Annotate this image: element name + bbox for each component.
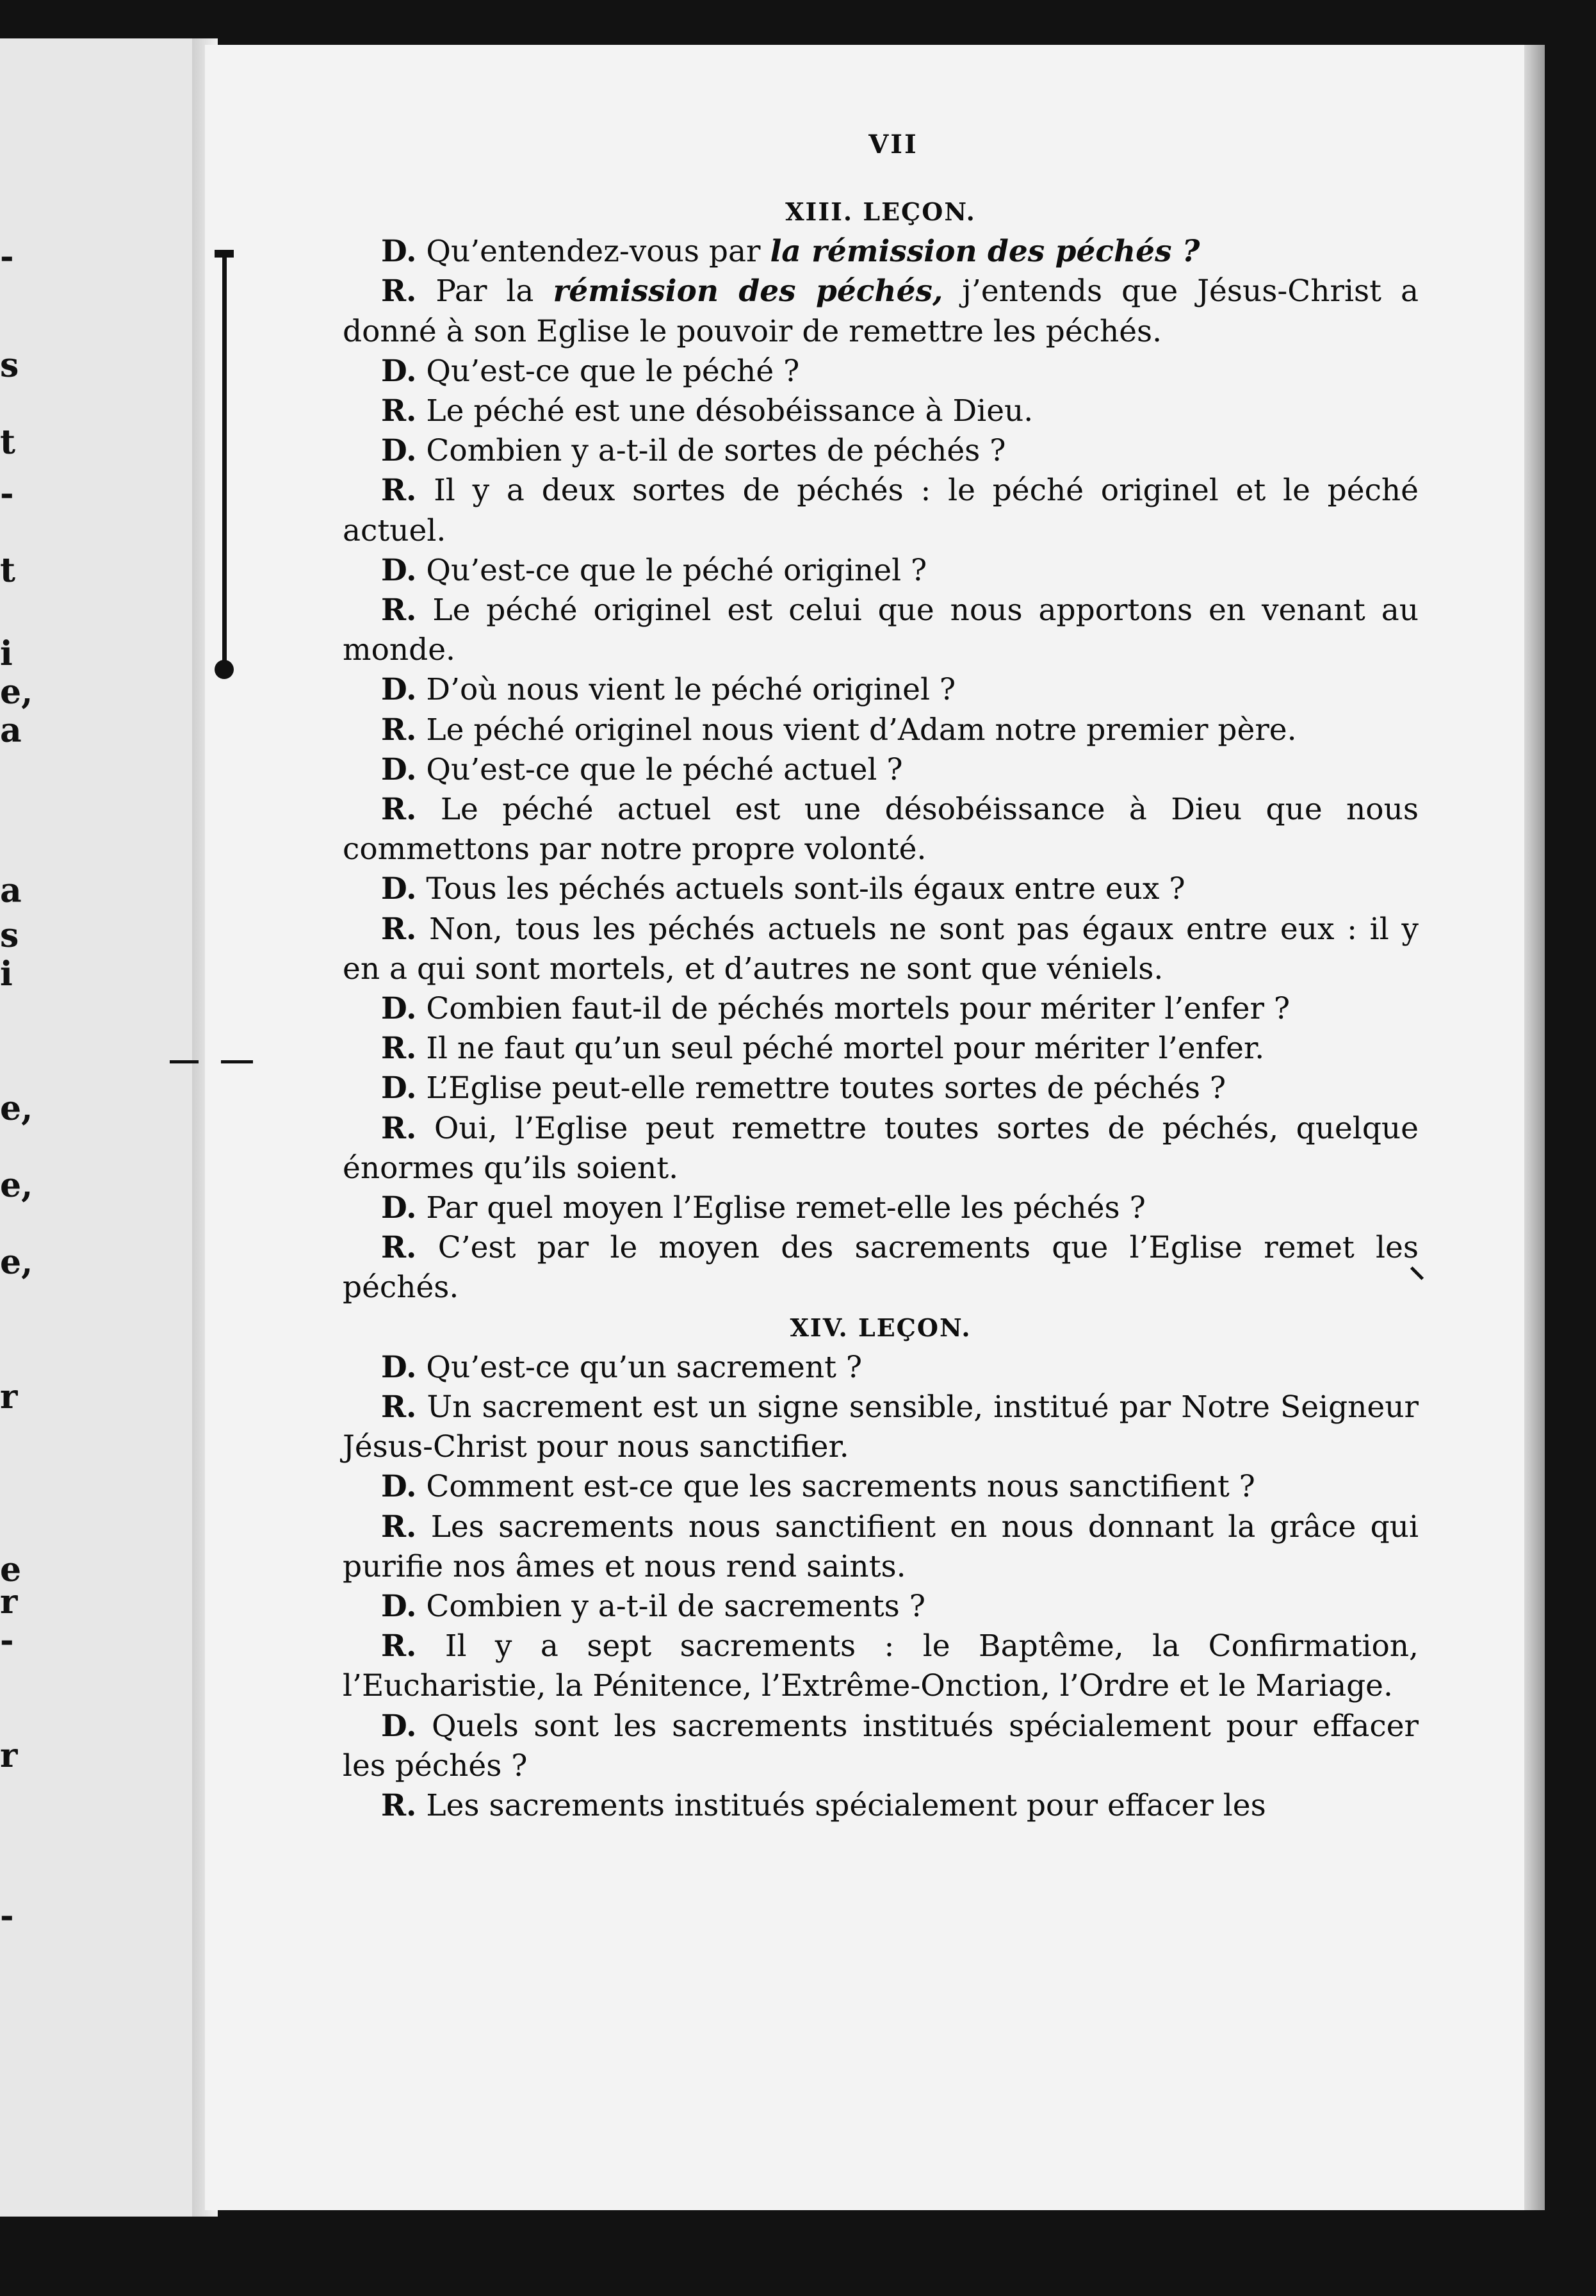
dialogue-label: R. — [381, 1230, 417, 1266]
paragraph-text: Qu’est-ce que le péché ? — [426, 353, 800, 389]
question-paragraph — [343, 551, 1419, 591]
left-page-fragment: a — [0, 871, 22, 910]
answer-paragraph — [343, 1786, 1419, 1826]
paragraph-text: Les sacrements nous sanctifient en nous donnant la grâce qui purifie nos âmes et nous rend saints. — [343, 1509, 1419, 1584]
answer-paragraph — [343, 272, 1419, 351]
paragraph-text: Il ne faut qu’un seul péché mortel pour mériter l’enfer. — [426, 1031, 1265, 1067]
paragraph-text: Le péché originel est celui que nous apportons en venant au monde. — [343, 593, 1419, 668]
lesson-14-body — [343, 1348, 1419, 1826]
answer-paragraph — [343, 1228, 1419, 1308]
lesson-13-title: XIII. LEÇON. — [785, 197, 976, 227]
question-paragraph — [343, 1707, 1419, 1786]
left-page-fragment: - — [0, 1896, 14, 1935]
margin-tick-mark — [221, 1060, 253, 1063]
answer-paragraph — [343, 1507, 1419, 1587]
paragraph-text: Il y a sept sacrements : le Baptême, la Confirmation, l’Eucharistie, la Pénitence, l’Extrême-Onction, l’Ordre et le Mariage. — [343, 1628, 1419, 1704]
left-page-fragment: - — [0, 1621, 14, 1660]
left-page-fragments — [0, 38, 192, 2217]
question-paragraph — [343, 352, 1419, 391]
paragraph-text: L’Eglise peut-elle remettre toutes sortes de péchés ? — [426, 1070, 1226, 1106]
left-page-fragment: r — [0, 1736, 18, 1775]
italic-term: la rémission des péchés ? — [770, 234, 1200, 270]
paragraph-text: Quels sont les sacrements institués spécialement pour effacer les péchés ? — [343, 1708, 1419, 1784]
paragraph-text: Combien y a-t-il de sortes de péchés ? — [426, 433, 1006, 469]
paragraph-text: D’où nous vient le péché originel ? — [426, 672, 956, 708]
left-page-fragment: r — [0, 1582, 18, 1621]
left-page-fragment: s — [0, 916, 19, 955]
dialogue-label: R. — [381, 1509, 417, 1545]
answer-paragraph — [343, 1388, 1419, 1467]
left-page-fragment: e, — [0, 1243, 33, 1282]
paragraph-text: j’entends que Jésus-Christ a donné à son Eglise le pouvoir de remettre les péchés. — [343, 274, 1419, 349]
margin-tick-mark — [170, 1060, 199, 1063]
question-paragraph — [343, 1188, 1419, 1228]
paragraph-text: Les sacrements institués spécialement pour effacer les — [426, 1787, 1266, 1823]
paragraph-text: C’est par le moyen des sacrements que l’Eglise remet les péchés. — [343, 1230, 1419, 1306]
page-text — [343, 125, 1419, 1826]
dialogue-label: R. — [381, 792, 417, 828]
paragraph-text: Non, tous les péchés actuels ne sont pas égaux entre eux : il y en a qui sont mortels, et d’autres ne sont que véniels. — [343, 911, 1419, 987]
dialogue-label: R. — [381, 1628, 417, 1664]
dialogue-label: R. — [381, 1787, 417, 1823]
dialogue-label: D. — [381, 1469, 417, 1505]
dialogue-label: D. — [381, 672, 417, 708]
lesson-14-title: XIV. LEÇON. — [790, 1313, 972, 1342]
left-page-edge — [0, 38, 192, 2217]
left-page-fragment: e, — [0, 1089, 33, 1128]
left-page-fragment: e, — [0, 1166, 33, 1205]
dialogue-label: R. — [381, 274, 417, 309]
question-paragraph — [343, 431, 1419, 471]
dialogue-label: R. — [381, 1031, 417, 1067]
dialogue-label: D. — [381, 552, 417, 588]
paragraph-text: Le péché actuel est une désobéissance à Dieu que nous commettons par notre propre volonté. — [343, 792, 1419, 867]
answer-paragraph — [343, 710, 1419, 750]
paragraph-text: Qu’est-ce que le péché actuel ? — [426, 751, 903, 787]
answer-paragraph — [343, 1627, 1419, 1706]
paragraph-text: Comment est-ce que les sacrements nous sanctifient ? — [426, 1469, 1255, 1505]
page-number: VII — [868, 129, 918, 160]
italic-term: rémission des péchés, — [553, 274, 943, 309]
paragraph-text: Par la — [436, 274, 553, 309]
paragraph-text: Qu’entendez-vous par — [426, 234, 770, 270]
dialogue-label: D. — [381, 871, 417, 907]
bracket-bar — [222, 250, 227, 673]
left-page-fragment: i — [0, 955, 13, 994]
dialogue-label: R. — [381, 393, 417, 429]
margin-bracket-mark — [215, 250, 234, 685]
answer-paragraph — [343, 591, 1419, 670]
paragraph-text: Un sacrement est un signe sensible, institué par Notre Seigneur Jésus-Christ pour nous sanctifier. — [343, 1389, 1419, 1465]
left-page-fragment: i — [0, 634, 13, 673]
paragraph-text: Qu’est-ce que le péché originel ? — [426, 552, 927, 588]
answer-paragraph — [343, 471, 1419, 550]
left-page-fragment: r — [0, 1377, 18, 1416]
lesson-13-body — [343, 232, 1419, 1308]
answer-paragraph — [343, 1029, 1419, 1069]
answer-paragraph — [343, 910, 1419, 989]
paragraph-text: Le péché est une désobéissance à Dieu. — [426, 393, 1034, 429]
question-paragraph — [343, 989, 1419, 1029]
paragraph-text: Qu’est-ce qu’un sacrement ? — [426, 1349, 863, 1385]
page-edge-shadow — [1524, 45, 1545, 2210]
dialogue-label: D. — [381, 433, 417, 469]
answer-paragraph — [343, 1109, 1419, 1188]
question-paragraph — [343, 869, 1419, 909]
left-page-fragment: t — [0, 423, 16, 462]
dialogue-label: R. — [381, 911, 417, 947]
answer-paragraph — [343, 391, 1419, 431]
paragraph-text: Par quel moyen l’Eglise remet-elle les péchés ? — [426, 1190, 1146, 1226]
dialogue-label: D. — [381, 353, 417, 389]
question-paragraph — [343, 1467, 1419, 1507]
paragraph-text: Combien y a-t-il de sacrements ? — [426, 1588, 925, 1624]
dialogue-label: D. — [381, 1708, 417, 1744]
left-page-fragment: e, — [0, 673, 33, 712]
dialogue-label: R. — [381, 593, 417, 628]
dialogue-label: D. — [381, 991, 417, 1027]
dialogue-label: R. — [381, 473, 417, 509]
paragraph-text: Le péché originel nous vient d’Adam notre premier père. — [426, 712, 1297, 748]
left-page-fragment: a — [0, 711, 22, 750]
dialogue-label: D. — [381, 1588, 417, 1624]
question-paragraph — [343, 1069, 1419, 1108]
dialogue-label: R. — [381, 1110, 417, 1146]
dialogue-label: D. — [381, 1349, 417, 1385]
left-page-fragment: - — [0, 237, 14, 276]
question-paragraph — [343, 750, 1419, 790]
bracket-bottom — [215, 660, 234, 679]
question-paragraph — [343, 232, 1419, 272]
left-page-fragment: t — [0, 551, 16, 590]
paragraph-text: Il y a deux sortes de péchés : le péché originel et le péché actuel. — [343, 473, 1419, 548]
dialogue-label: D. — [381, 1070, 417, 1106]
question-paragraph — [343, 670, 1419, 710]
question-paragraph — [343, 1348, 1419, 1388]
dialogue-label: D. — [381, 234, 417, 270]
dialogue-label: D. — [381, 1190, 417, 1226]
paragraph-text: Oui, l’Eglise peut remettre toutes sortes de péchés, quelque énormes qu’ils soient. — [343, 1110, 1419, 1186]
answer-paragraph — [343, 790, 1419, 869]
dialogue-label: D. — [381, 751, 417, 787]
question-paragraph — [343, 1587, 1419, 1627]
left-page-fragment: e — [0, 1550, 22, 1589]
dialogue-label: R. — [381, 1389, 417, 1425]
paragraph-text: Combien faut-il de péchés mortels pour mériter l’enfer ? — [426, 991, 1291, 1027]
left-page-fragment: - — [0, 474, 14, 513]
left-page-fragment: s — [0, 346, 19, 385]
dialogue-label: R. — [381, 712, 417, 748]
paragraph-text: Tous les péchés actuels sont-ils égaux entre eux ? — [426, 871, 1185, 907]
